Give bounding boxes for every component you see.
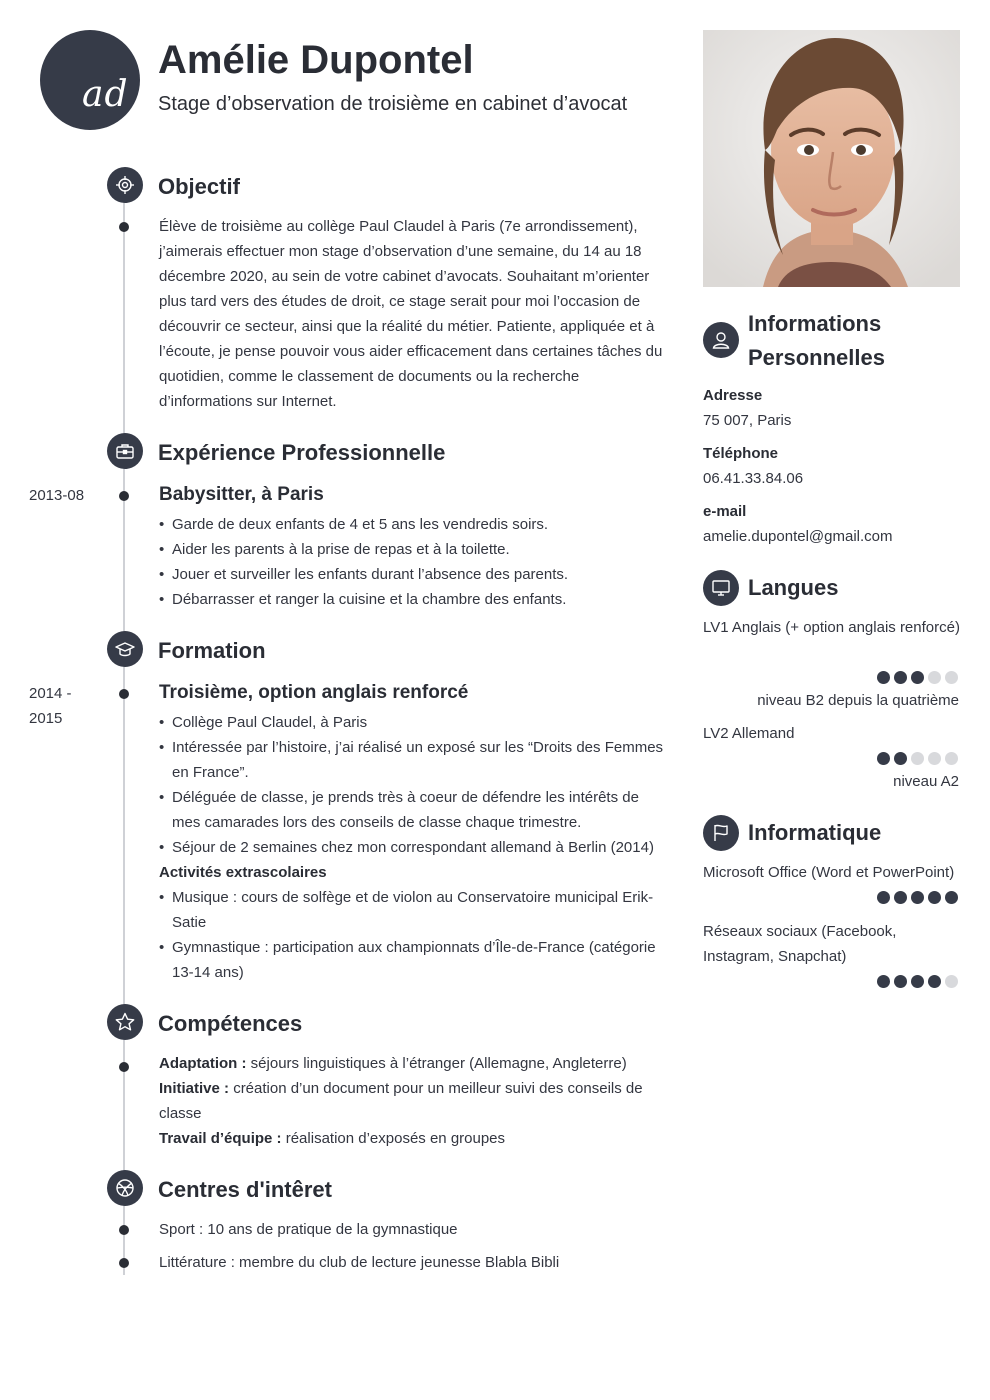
rating-dot-filled [877,975,890,988]
skill-item [159,1126,659,1151]
rating-dot-filled [928,891,941,904]
section-title-personal: Informations Personnelles [748,311,885,370]
computing-skill-name: Réseaux sociaux (Facebook, Instagram, Snapchat) [703,923,897,965]
email-label: e-mail [703,503,747,520]
flag-icon [703,815,739,851]
phone-value: 06.41.33.84.06 [703,470,804,487]
star-icon [107,1004,143,1040]
computing-rating [877,891,958,904]
education-date: 2014 - 2015 [29,685,72,727]
phone-label: Téléphone [703,445,779,462]
list-item: • Garde de deux enfants de 4 et 5 ans les vendredis soirs. [159,512,669,537]
list-item: • Débarrasser et ranger la cuisine et la chambre des enfants. [159,587,669,612]
skill-text: création d’un document pour un meilleur suivi des conseils de classe [159,1080,643,1122]
objective-text: Élève de troisième au collège Paul Claudel à Paris (7e arrondissement), j’aimerais effectuer mon stage d’observation d’une semaine, du 14 au 18 décembre 2020, au sein de votre cabinet d’avocats. Souhaitant m’orienter plus tard vers des études de droit, ce stage serait pour moi l’occasion de découvrir ce secteur, ainsi que la réalité du métier. Patiente, appliquée et à l’écoute, je pense pouvoir vous aider efficacement dans certaines tâches du quotidien, comme le classement de documents ou la recherche d’informations sur Internet. [159,218,663,410]
timeline-dot [119,689,129,699]
experience-bullets [159,512,669,612]
timeline-dot [119,222,129,232]
timeline-dot [119,1258,129,1268]
address-value: 75 007, Paris [703,412,792,429]
language-rating [877,671,958,684]
rating-dot-filled [894,975,907,988]
extracurricular-title: Activités extrascolaires [159,864,327,881]
timeline-dot [119,1062,129,1072]
list-item: • Intéressée par l’histoire, j’ai réalisé un exposé sur les “Droits des Femmes en France”. [159,735,669,785]
section-title-skills: Compétences [158,1011,303,1036]
list-item: • Séjour de 2 semaines chez mon correspondant allemand à Berlin (2014) [159,835,669,860]
skill-item [159,1076,659,1126]
skill-label: Travail d’équipe : [159,1130,282,1147]
computing-rating [877,975,958,988]
list-item: • Jouer et surveiller les enfants durant l’absence des parents. [159,562,669,587]
monogram-text: ad [82,74,129,115]
section-title-languages: Langues [748,575,839,600]
basketball-icon [107,1170,143,1206]
rating-dot-filled [894,671,907,684]
extracurricular-bullets [159,885,669,985]
language-level-note: niveau A2 [893,773,959,790]
section-title-computing: Informatique [748,820,882,845]
candidate-name: Amélie Dupontel [158,38,474,82]
profile-photo [703,30,960,287]
skill-label: Adaptation : [159,1055,247,1072]
list-item: • Gymnastique : participation aux championnats d’Île-de-France (catégorie 13-14 ans) [159,935,669,985]
target-icon [107,167,143,203]
rating-dot-filled [894,891,907,904]
skills-list [159,1051,659,1151]
rating-dot-filled [877,891,890,904]
rating-dot-filled [877,752,890,765]
email-value: amelie.dupontel@gmail.com [703,528,893,545]
language-rating [877,752,958,765]
education-bullets [159,710,669,860]
skill-text: réalisation d’exposés en groupes [285,1130,506,1147]
rating-dot-filled [894,752,907,765]
section-title-objective: Objectif [158,174,240,199]
rating-dot-empty [928,752,941,765]
language-name: LV1 Anglais (+ option anglais renforcé) [703,619,960,636]
briefcase-icon [107,433,143,469]
education-title: Troisième, option anglais renforcé [159,682,469,703]
rating-dot-empty [945,975,958,988]
interest-item: Littérature : membre du club de lecture jeunesse Blabla Bibli [159,1254,560,1271]
rating-dot-filled [911,671,924,684]
user-icon [703,322,739,358]
graduation-cap-icon [107,631,143,667]
skill-item [159,1051,659,1076]
rating-dot-filled [928,975,941,988]
list-item: • Déléguée de classe, je prends très à coeur de défendre les intérêts de mes camarades lors des conseils de classe chaque trimestre. [159,785,669,835]
timeline-dot [119,491,129,501]
rating-dot-filled [877,671,890,684]
section-title-education: Formation [158,638,266,663]
experience-date: 2013-08 [29,487,85,504]
computing-skill-name: Microsoft Office (Word et PowerPoint) [703,864,955,881]
section-title-experience: Expérience Professionnelle [158,440,446,465]
rating-dot-empty [945,752,958,765]
interest-item: Sport : 10 ans de pratique de la gymnastique [159,1221,458,1238]
timeline-line [123,190,125,1275]
rating-dot-filled [911,891,924,904]
language-name: LV2 Allemand [703,725,795,742]
language-level-note: niveau B2 depuis la quatrième [757,692,959,709]
rating-dot-empty [911,752,924,765]
skill-text: séjours linguistiques à l’étranger (Allemagne, Angleterre) [250,1055,627,1072]
monogram-avatar [40,30,140,130]
rating-dot-empty [945,671,958,684]
list-item: • Musique : cours de solfège et de violon au Conservatoire municipal Erik-Satie [159,885,669,935]
monitor-icon [703,570,739,606]
portrait-illustration [703,30,960,287]
rating-dot-filled [911,975,924,988]
candidate-subtitle: Stage d’observation de troisième en cabinet d’avocat [158,93,628,115]
list-item: • Aider les parents à la prise de repas et à la toilette. [159,537,669,562]
section-title-interests: Centres d'intêret [158,1177,332,1202]
address-label: Adresse [703,387,763,404]
list-item: • Collège Paul Claudel, à Paris [159,710,669,735]
experience-title: Babysitter, à Paris [159,484,324,505]
rating-dot-empty [928,671,941,684]
timeline-dot [119,1225,129,1235]
skill-label: Initiative : [159,1080,230,1097]
rating-dot-filled [945,891,958,904]
